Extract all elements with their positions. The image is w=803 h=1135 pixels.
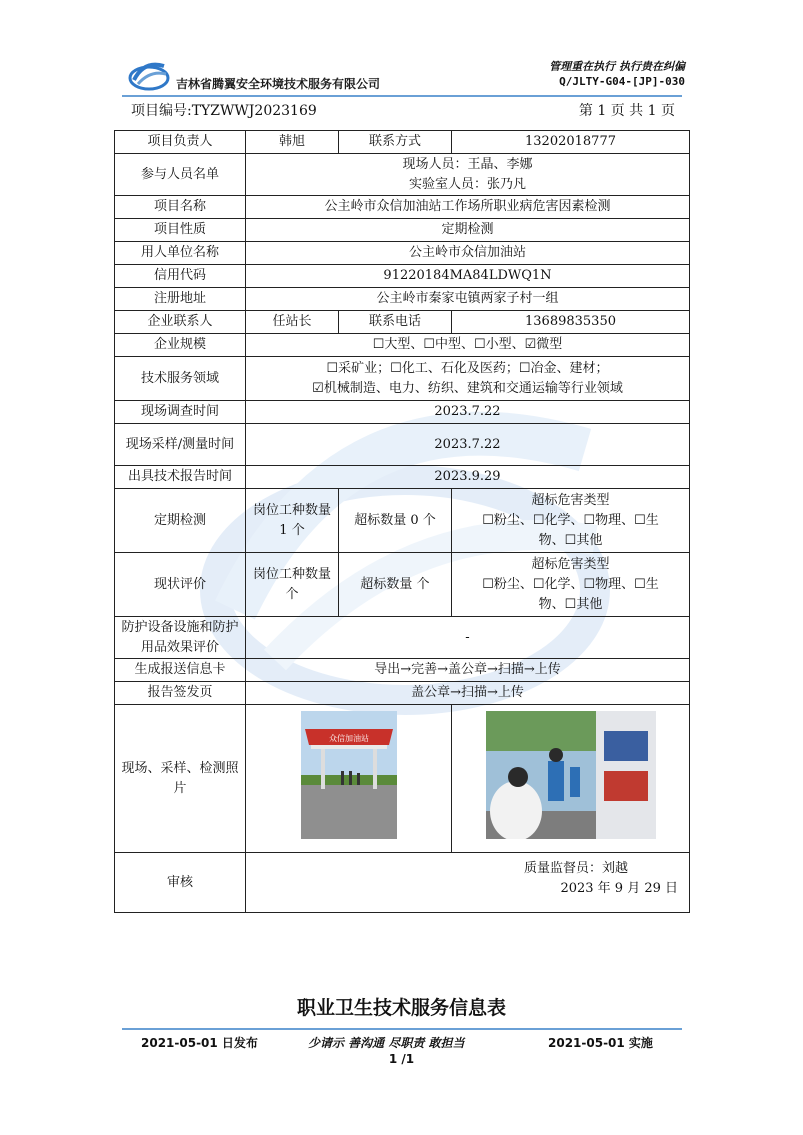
row-periodic-detection xyxy=(115,489,690,553)
periodic-hazard-title: 超标危害类型 xyxy=(531,492,610,508)
value-project-name: 公主岭市众信加油站工作场所职业病危害因素检测 xyxy=(246,196,690,219)
photo-cell-2 xyxy=(452,705,690,853)
value-leader: 韩旭 xyxy=(246,131,339,154)
review-date: 2023 年 9 月 29 日 xyxy=(560,881,678,896)
row-report-time xyxy=(115,466,690,489)
label-periodic: 定期检测 xyxy=(115,489,246,553)
label-participants: 参与人员名单 xyxy=(115,154,246,196)
status-posts: 岗位工种数量 个 xyxy=(246,553,339,617)
form-title: 职业卫生技术服务信息表 xyxy=(296,997,506,1019)
value-info-card: 导出→完善→盖公章→扫描→上传 xyxy=(246,659,690,682)
quality-supervisor: 质量监督员：刘越 xyxy=(523,861,628,876)
row-scale xyxy=(115,334,690,357)
value-enterprise-contact: 任站长 xyxy=(246,311,339,334)
page-info: 第 1 页 共 1 页 xyxy=(578,103,675,119)
value-credit-code: 91220184MA84LDWQ1N xyxy=(246,265,690,288)
periodic-hazard-line1: ☐粉尘、☐化学、☐物理、☐生 xyxy=(482,512,659,528)
row-status-evaluation xyxy=(115,553,690,617)
row-review xyxy=(115,853,690,913)
label-protection: 防护设备设施和防护用品效果评价 xyxy=(115,617,246,659)
status-hazard-line2: 物、☐其他 xyxy=(538,596,603,612)
project-number: 项目编号:TYZWWJ2023169 xyxy=(131,103,317,119)
row-enterprise-contact xyxy=(115,311,690,334)
value-survey-time: 2023.7.22 xyxy=(246,401,690,424)
label-phone: 联系电话 xyxy=(339,311,452,334)
value-protection: - xyxy=(246,617,690,659)
footer-effective: 2021-05-01 实施 xyxy=(548,1036,653,1050)
periodic-posts: 岗位工种数量 1 个 xyxy=(246,489,339,553)
label-project-name: 项目名称 xyxy=(115,196,246,219)
label-leader: 项目负责人 xyxy=(115,131,246,154)
periodic-exceed: 超标数量 0 个 xyxy=(339,489,452,553)
label-review: 审核 xyxy=(115,853,246,913)
value-sampling-time: 2023.7.22 xyxy=(246,424,690,466)
label-report-page: 报告签发页 xyxy=(115,682,246,705)
label-employer: 用人单位名称 xyxy=(115,242,246,265)
service-field-line1: ☐采矿业；☐化工、石化及医药；☐冶金、建材； xyxy=(326,360,609,376)
status-hazard-line1: ☐粉尘、☐化学、☐物理、☐生 xyxy=(482,576,659,592)
value-report-page: 盖公章→扫描→上传 xyxy=(246,682,690,705)
row-photos xyxy=(115,705,690,853)
photo-cell-1 xyxy=(246,705,452,853)
row-info-card xyxy=(115,659,690,682)
label-survey-time: 现场调查时间 xyxy=(115,401,246,424)
value-project-nature: 定期检测 xyxy=(246,219,690,242)
label-info-card: 生成报送信息卡 xyxy=(115,659,246,682)
label-credit-code: 信用代码 xyxy=(115,265,246,288)
status-hazard xyxy=(452,553,690,617)
footer-divider xyxy=(122,1028,682,1030)
row-sampling-time xyxy=(115,424,690,466)
value-address: 公主岭市秦家屯镇两家子村一组 xyxy=(246,288,690,311)
label-enterprise-contact: 企业联系人 xyxy=(115,311,246,334)
row-project-nature xyxy=(115,219,690,242)
label-report-time: 出具技术报告时间 xyxy=(115,466,246,489)
row-project-name xyxy=(115,196,690,219)
row-project-leader xyxy=(115,131,690,154)
label-status: 现状评价 xyxy=(115,553,246,617)
header-slogan: 管理重在执行 执行贵在纠偏 xyxy=(549,60,685,73)
row-credit-code xyxy=(115,265,690,288)
label-sampling-time: 现场采样/测量时间 xyxy=(115,424,246,466)
footer-motto: 少请示 善沟通 尽职责 敢担当 xyxy=(308,1036,465,1050)
footer-issued: 2021-05-01 日发布 xyxy=(141,1036,258,1050)
value-employer: 公主岭市众信加油站 xyxy=(246,242,690,265)
periodic-hazard xyxy=(452,489,690,553)
value-review xyxy=(246,853,690,913)
header-divider xyxy=(122,95,682,97)
participants-field: 现场人员：王晶、李娜 xyxy=(402,156,533,172)
value-participants xyxy=(246,154,690,196)
label-photos: 现场、采样、检测照片 xyxy=(115,705,246,853)
company-name: 吉林省腾翼安全环境技术服务有限公司 xyxy=(176,77,381,91)
label-project-nature: 项目性质 xyxy=(115,219,246,242)
label-address: 注册地址 xyxy=(115,288,246,311)
status-exceed: 超标数量 个 xyxy=(339,553,452,617)
value-phone: 13689835350 xyxy=(452,311,690,334)
value-report-time: 2023.9.29 xyxy=(246,466,690,489)
gas-station-photo xyxy=(301,711,397,839)
footer-page-number: 1 /1 xyxy=(388,1052,415,1066)
periodic-hazard-line2: 物、☐其他 xyxy=(538,532,603,548)
row-employer xyxy=(115,242,690,265)
service-field-line2: ☑机械制造、电力、纺织、建筑和交通运输等行业领域 xyxy=(312,380,623,396)
value-contact-method: 13202018777 xyxy=(452,131,690,154)
canopy-sign: 众信加油站 xyxy=(328,734,369,743)
document-code: Q/JLTY-G04-[JP]-030 xyxy=(559,75,685,88)
label-service-field: 技术服务领域 xyxy=(115,357,246,401)
label-contact-method: 联系方式 xyxy=(339,131,452,154)
company-logo xyxy=(128,58,170,92)
label-scale: 企业规模 xyxy=(115,334,246,357)
sampling-photo xyxy=(486,711,656,839)
info-table xyxy=(114,130,690,913)
row-participants xyxy=(115,154,690,196)
status-hazard-title: 超标危害类型 xyxy=(531,556,610,572)
participants-lab: 实验室人员：张乃凡 xyxy=(408,176,526,192)
value-scale: ☐大型、☐中型、☐小型、☑微型 xyxy=(246,334,690,357)
value-service-field xyxy=(246,357,690,401)
row-survey-time xyxy=(115,401,690,424)
row-service-field xyxy=(115,357,690,401)
row-address xyxy=(115,288,690,311)
row-protection-evaluation xyxy=(115,617,690,659)
row-report-page xyxy=(115,682,690,705)
